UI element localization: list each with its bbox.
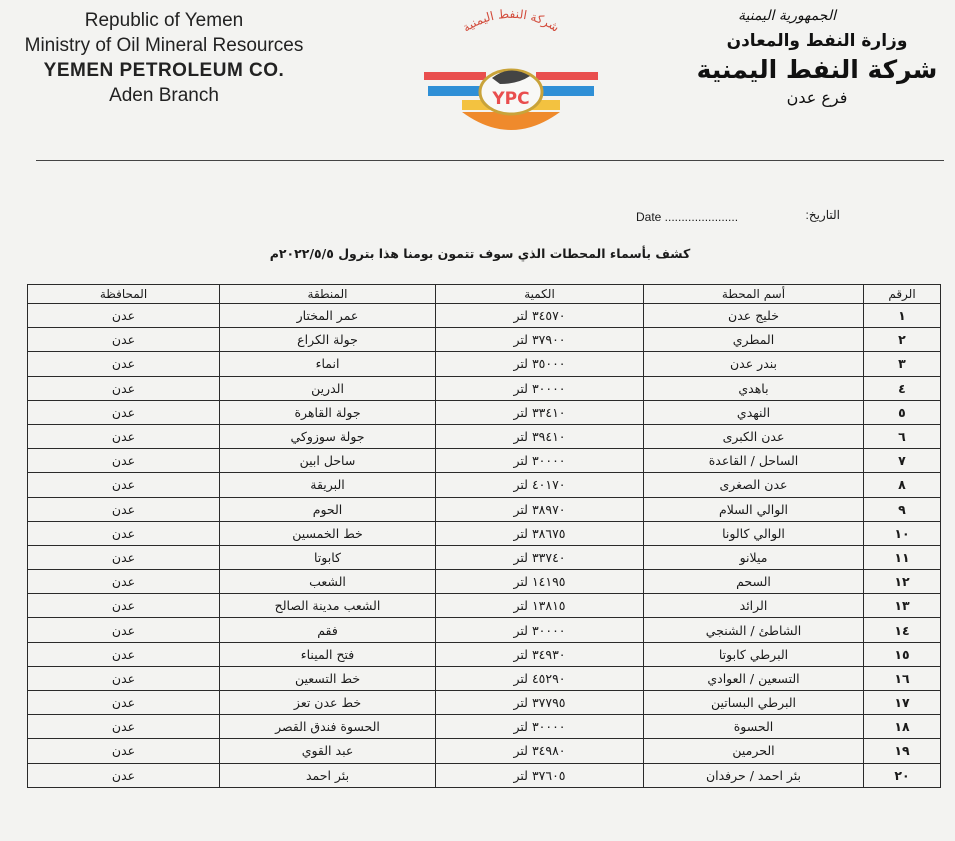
- table-row: [28, 763, 941, 787]
- quantity: ٣٤٩٨٠ لتر: [436, 739, 644, 763]
- table-row: [28, 691, 941, 715]
- row-number: ٧: [864, 449, 941, 473]
- station-name: البرطي كابوتا: [644, 642, 864, 666]
- governorate: عدن: [28, 642, 220, 666]
- quantity: ٣٠٠٠٠ لتر: [436, 618, 644, 642]
- area: الشعب مدينة الصالح: [220, 594, 436, 618]
- station-name: بئر احمد / حرفدان: [644, 763, 864, 787]
- station-name: بندر عدن: [644, 352, 864, 376]
- governorate: عدن: [28, 352, 220, 376]
- document-title: كشف بأسماء المحطات الذي سوف تتمون بومنا هذا بترول ٢٠٢٢/٥/٥م: [269, 246, 691, 261]
- row-number: ١٤: [864, 618, 941, 642]
- station-name: ميلانو: [644, 545, 864, 569]
- quantity: ٣٤٥٧٠ لتر: [436, 304, 644, 328]
- quantity: ١٤١٩٥ لتر: [436, 570, 644, 594]
- table-row: [28, 521, 941, 545]
- date-line: [630, 208, 840, 226]
- table-row: [28, 570, 941, 594]
- station-name: باهدي: [644, 376, 864, 400]
- quantity: ٣٥٠٠٠ لتر: [436, 352, 644, 376]
- header-quantity: الكمية: [436, 285, 644, 304]
- area: جولة سوزوكي: [220, 424, 436, 448]
- quantity: ٣٧٩٠٠ لتر: [436, 328, 644, 352]
- station-name: الوالي كالونا: [644, 521, 864, 545]
- table-row: [28, 545, 941, 569]
- governorate: عدن: [28, 449, 220, 473]
- governorate: عدن: [28, 666, 220, 690]
- area: الشعب: [220, 570, 436, 594]
- table-row: [28, 715, 941, 739]
- header-governorate: المحافظة: [28, 285, 220, 304]
- table-row: [28, 594, 941, 618]
- quantity: ٣٠٠٠٠ لتر: [436, 376, 644, 400]
- quantity: ٣٧٦٠٥ لتر: [436, 763, 644, 787]
- quantity: ١٣٨١٥ لتر: [436, 594, 644, 618]
- table-row: [28, 618, 941, 642]
- station-name: عدن الكبرى: [644, 424, 864, 448]
- area: فقم: [220, 618, 436, 642]
- row-number: ٩: [864, 497, 941, 521]
- governorate: عدن: [28, 763, 220, 787]
- station-name: الساحل / القاعدة: [644, 449, 864, 473]
- governorate: عدن: [28, 328, 220, 352]
- table-row: [28, 400, 941, 424]
- table-row: [28, 352, 941, 376]
- area: جولة الكراع: [220, 328, 436, 352]
- quantity: ٣٠٠٠٠ لتر: [436, 449, 644, 473]
- governorate: عدن: [28, 473, 220, 497]
- header-divider: [36, 160, 944, 161]
- quantity: ٣٨٦٧٥ لتر: [436, 521, 644, 545]
- row-number: ١: [864, 304, 941, 328]
- area: انماء: [220, 352, 436, 376]
- area: ساحل ابين: [220, 449, 436, 473]
- quantity: ٣٩٤١٠ لتر: [436, 424, 644, 448]
- table-row: [28, 497, 941, 521]
- header-number: الرقم: [864, 285, 941, 304]
- en-ministry: Ministry of Oil Mineral Resources: [24, 35, 304, 56]
- governorate: عدن: [28, 304, 220, 328]
- row-number: ١٠: [864, 521, 941, 545]
- ar-ministry: وزارة النفط والمعادن: [726, 31, 908, 51]
- governorate: عدن: [28, 739, 220, 763]
- area: فتح الميناء: [220, 642, 436, 666]
- governorate: عدن: [28, 376, 220, 400]
- station-name: الرائد: [644, 594, 864, 618]
- en-republic: Republic of Yemen: [84, 10, 244, 31]
- header-station-name: أسم المحطة: [644, 285, 864, 304]
- governorate: عدن: [28, 594, 220, 618]
- station-name: الشاطئ / الشنجي: [644, 618, 864, 642]
- row-number: ١٢: [864, 570, 941, 594]
- governorate: عدن: [28, 715, 220, 739]
- table-row: [28, 449, 941, 473]
- ar-branch: فرع عدن: [786, 88, 848, 107]
- quantity: ٣٧٧٩٥ لتر: [436, 691, 644, 715]
- area: خط التسعين: [220, 666, 436, 690]
- quantity: ٤٥٢٩٠ لتر: [436, 666, 644, 690]
- date-en-label: Date ......................: [636, 210, 739, 224]
- row-number: ٦: [864, 424, 941, 448]
- station-name: التسعين / العوادي: [644, 666, 864, 690]
- svg-text:شركة النفط اليمنية: [460, 8, 562, 35]
- quantity: ٣٣٤١٠ لتر: [436, 400, 644, 424]
- station-name: الحسوة: [644, 715, 864, 739]
- logo-ypc-text: YPC: [492, 89, 530, 109]
- governorate: عدن: [28, 691, 220, 715]
- row-number: ١٦: [864, 666, 941, 690]
- ar-republic: الجمهورية اليمنية: [737, 8, 836, 24]
- area: الحسوة فندق القصر: [220, 715, 436, 739]
- table-row: [28, 739, 941, 763]
- governorate: عدن: [28, 400, 220, 424]
- row-number: ١١: [864, 545, 941, 569]
- station-name: الحرمين: [644, 739, 864, 763]
- governorate: عدن: [28, 545, 220, 569]
- area: البريقة: [220, 473, 436, 497]
- row-number: ١٩: [864, 739, 941, 763]
- station-name: عدن الصغرى: [644, 473, 864, 497]
- header-area: المنطقة: [220, 285, 436, 304]
- en-company: YEMEN PETROLEUM CO.: [43, 60, 285, 81]
- station-name: البرطي البساتين: [644, 691, 864, 715]
- row-number: ٨: [864, 473, 941, 497]
- quantity: ٣٠٠٠٠ لتر: [436, 715, 644, 739]
- ypc-logo: [422, 8, 600, 140]
- row-number: ٢٠: [864, 763, 941, 787]
- row-number: ١٨: [864, 715, 941, 739]
- area: الحوم: [220, 497, 436, 521]
- quantity: ٣٤٩٣٠ لتر: [436, 642, 644, 666]
- arabic-letterhead: [687, 4, 947, 110]
- table-row: [28, 328, 941, 352]
- row-number: ٥: [864, 400, 941, 424]
- governorate: عدن: [28, 618, 220, 642]
- logo-arc-text: شركة النفط اليمنية: [459, 8, 562, 35]
- station-name: النهدي: [644, 400, 864, 424]
- table-row: [28, 642, 941, 666]
- date-ar-label: التاريخ:: [805, 208, 840, 222]
- table-row: [28, 304, 941, 328]
- quantity: ٣٣٧٤٠ لتر: [436, 545, 644, 569]
- table-row: [28, 424, 941, 448]
- en-branch: Aden Branch: [109, 85, 219, 106]
- row-number: ١٥: [864, 642, 941, 666]
- station-name: السحم: [644, 570, 864, 594]
- row-number: ١٧: [864, 691, 941, 715]
- stations-table: [27, 284, 941, 788]
- area: عبد القوي: [220, 739, 436, 763]
- governorate: عدن: [28, 424, 220, 448]
- row-number: ١٣: [864, 594, 941, 618]
- governorate: عدن: [28, 497, 220, 521]
- governorate: عدن: [28, 521, 220, 545]
- row-number: ٤: [864, 376, 941, 400]
- table-row: [28, 473, 941, 497]
- area: جولة القاهرة: [220, 400, 436, 424]
- area: عمر المختار: [220, 304, 436, 328]
- area: خط عدن تعز: [220, 691, 436, 715]
- area: بئر احمد: [220, 763, 436, 787]
- ar-company: شركة النفط اليمنية: [696, 55, 938, 84]
- english-letterhead: [14, 8, 314, 108]
- quantity: ٤٠١٧٠ لتر: [436, 473, 644, 497]
- table-body: [28, 304, 941, 788]
- table-row: [28, 666, 941, 690]
- area: كابوتا: [220, 545, 436, 569]
- table-header-row: [28, 285, 941, 304]
- station-name: الوالي السلام: [644, 497, 864, 521]
- governorate: عدن: [28, 570, 220, 594]
- area: خط الخمسين: [220, 521, 436, 545]
- area: الدرين: [220, 376, 436, 400]
- table-row: [28, 376, 941, 400]
- quantity: ٣٨٩٧٠ لتر: [436, 497, 644, 521]
- station-name: المطري: [644, 328, 864, 352]
- station-name: خليج عدن: [644, 304, 864, 328]
- row-number: ٢: [864, 328, 941, 352]
- row-number: ٣: [864, 352, 941, 376]
